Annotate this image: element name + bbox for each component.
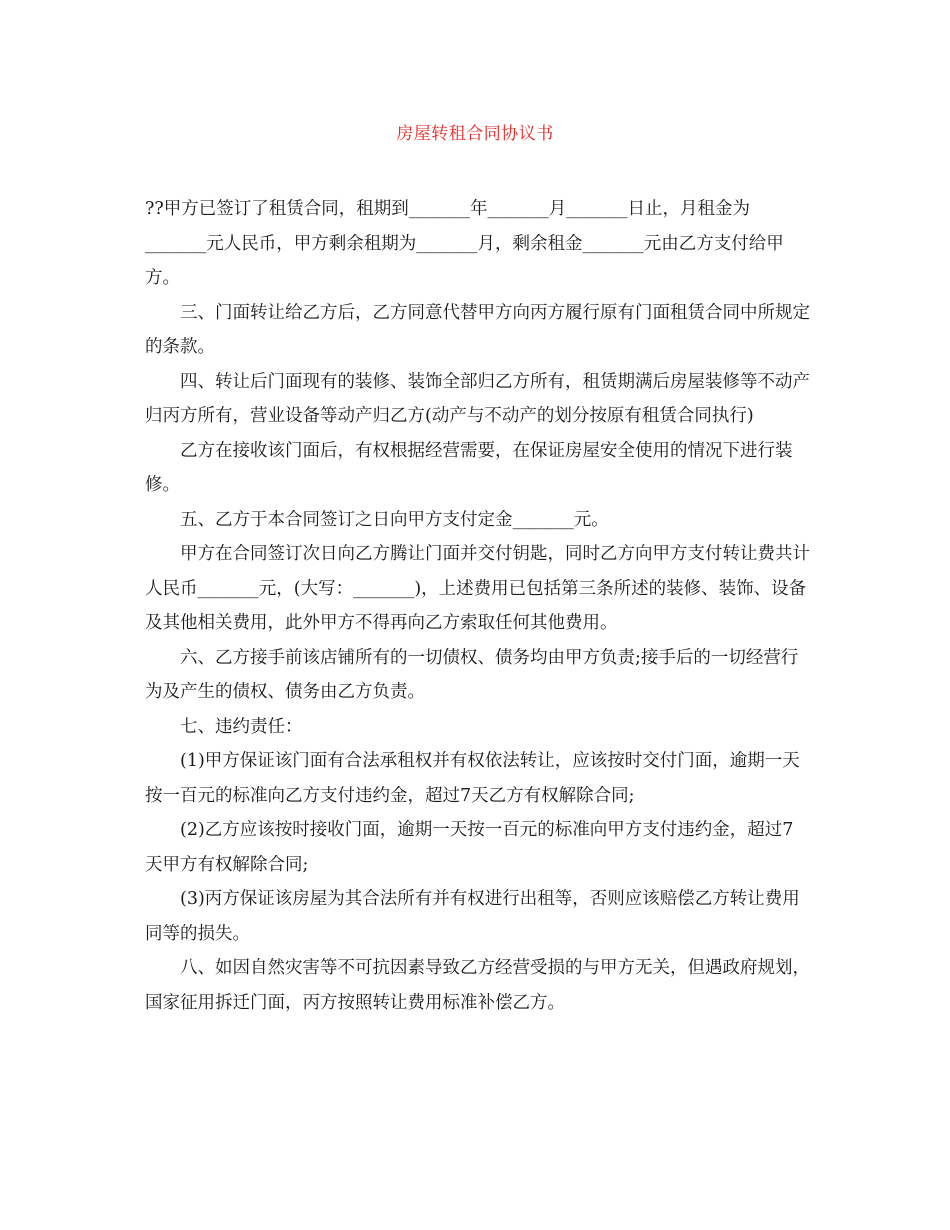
paragraph-clause-8: 八、如因自然灾害等不可抗因素导致乙方经营受损的与甲方无关，但遇政府规划，国家征用拆迁门面，丙方按照转让费用标准补偿乙方。 xyxy=(145,958,810,1013)
document-body xyxy=(145,192,810,1020)
paragraph-clause-6: 六、乙方接手前该店铺所有的一切债权、债务均由甲方负责;接手后的一切经营行为及产生的债权、债务由乙方负责。 xyxy=(145,647,799,702)
paragraph-clause-7-heading: 七、违约责任： xyxy=(180,716,303,737)
paragraph-clause-4: 四、转让后门面现有的装修、装饰全部归乙方所有，租赁期满后房屋装修等不动产归丙方所有，营业设备等动产归乙方(动产与不动产的划分按原有租赁合同执行) xyxy=(145,371,810,426)
document-title: 房屋转租合同协议书 xyxy=(396,124,554,144)
paragraph-clause-5: 五、乙方于本合同签订之日向甲方支付定金_______元。 xyxy=(180,509,609,530)
paragraph-clause-3: 三、门面转让给乙方后，乙方同意代替甲方向丙方履行原有门面租赁合同中所规定的条款。 xyxy=(145,302,810,357)
paragraph-renovation: 乙方在接收该门面后，有权根据经营需要，在保证房屋安全使用的情况下进行装修。 xyxy=(145,440,793,495)
paragraph-clause-7-item-3: (3)丙方保证该房屋为其合法所有并有权进行出租等，否则应该赔偿乙方转让费用同等的损失。 xyxy=(145,889,800,944)
paragraph-clause-7-item-2: (2)乙方应该按时接收门面，逾期一天按一百元的标准向甲方支付违约金，超过7天甲方有权解除合同; xyxy=(145,820,794,875)
paragraph-handover: 甲方在合同签订次日向乙方腾让门面并交付钥匙，同时乙方向甲方支付转让费共计人民币_______元，(大写：_______)，上述费用已包括第三条所述的装修、装饰、设备及其他相关费用，此外甲方不得再向乙方索取任何其他费用。 xyxy=(145,544,810,633)
paragraph-rent-terms: ??甲方已签订了租赁合同，租期到_______年_______月_______日止，月租金为_______元人民币，甲方剩余租期为_______月，剩余租金_______元由乙方支付给甲方。 xyxy=(145,199,784,288)
paragraph-clause-7-item-1: (1)甲方保证该门面有合法承租权并有权依法转让，应该按时交付门面，逾期一天按一百元的标准向乙方支付违约金，超过7天乙方有权解除合同; xyxy=(145,751,800,806)
